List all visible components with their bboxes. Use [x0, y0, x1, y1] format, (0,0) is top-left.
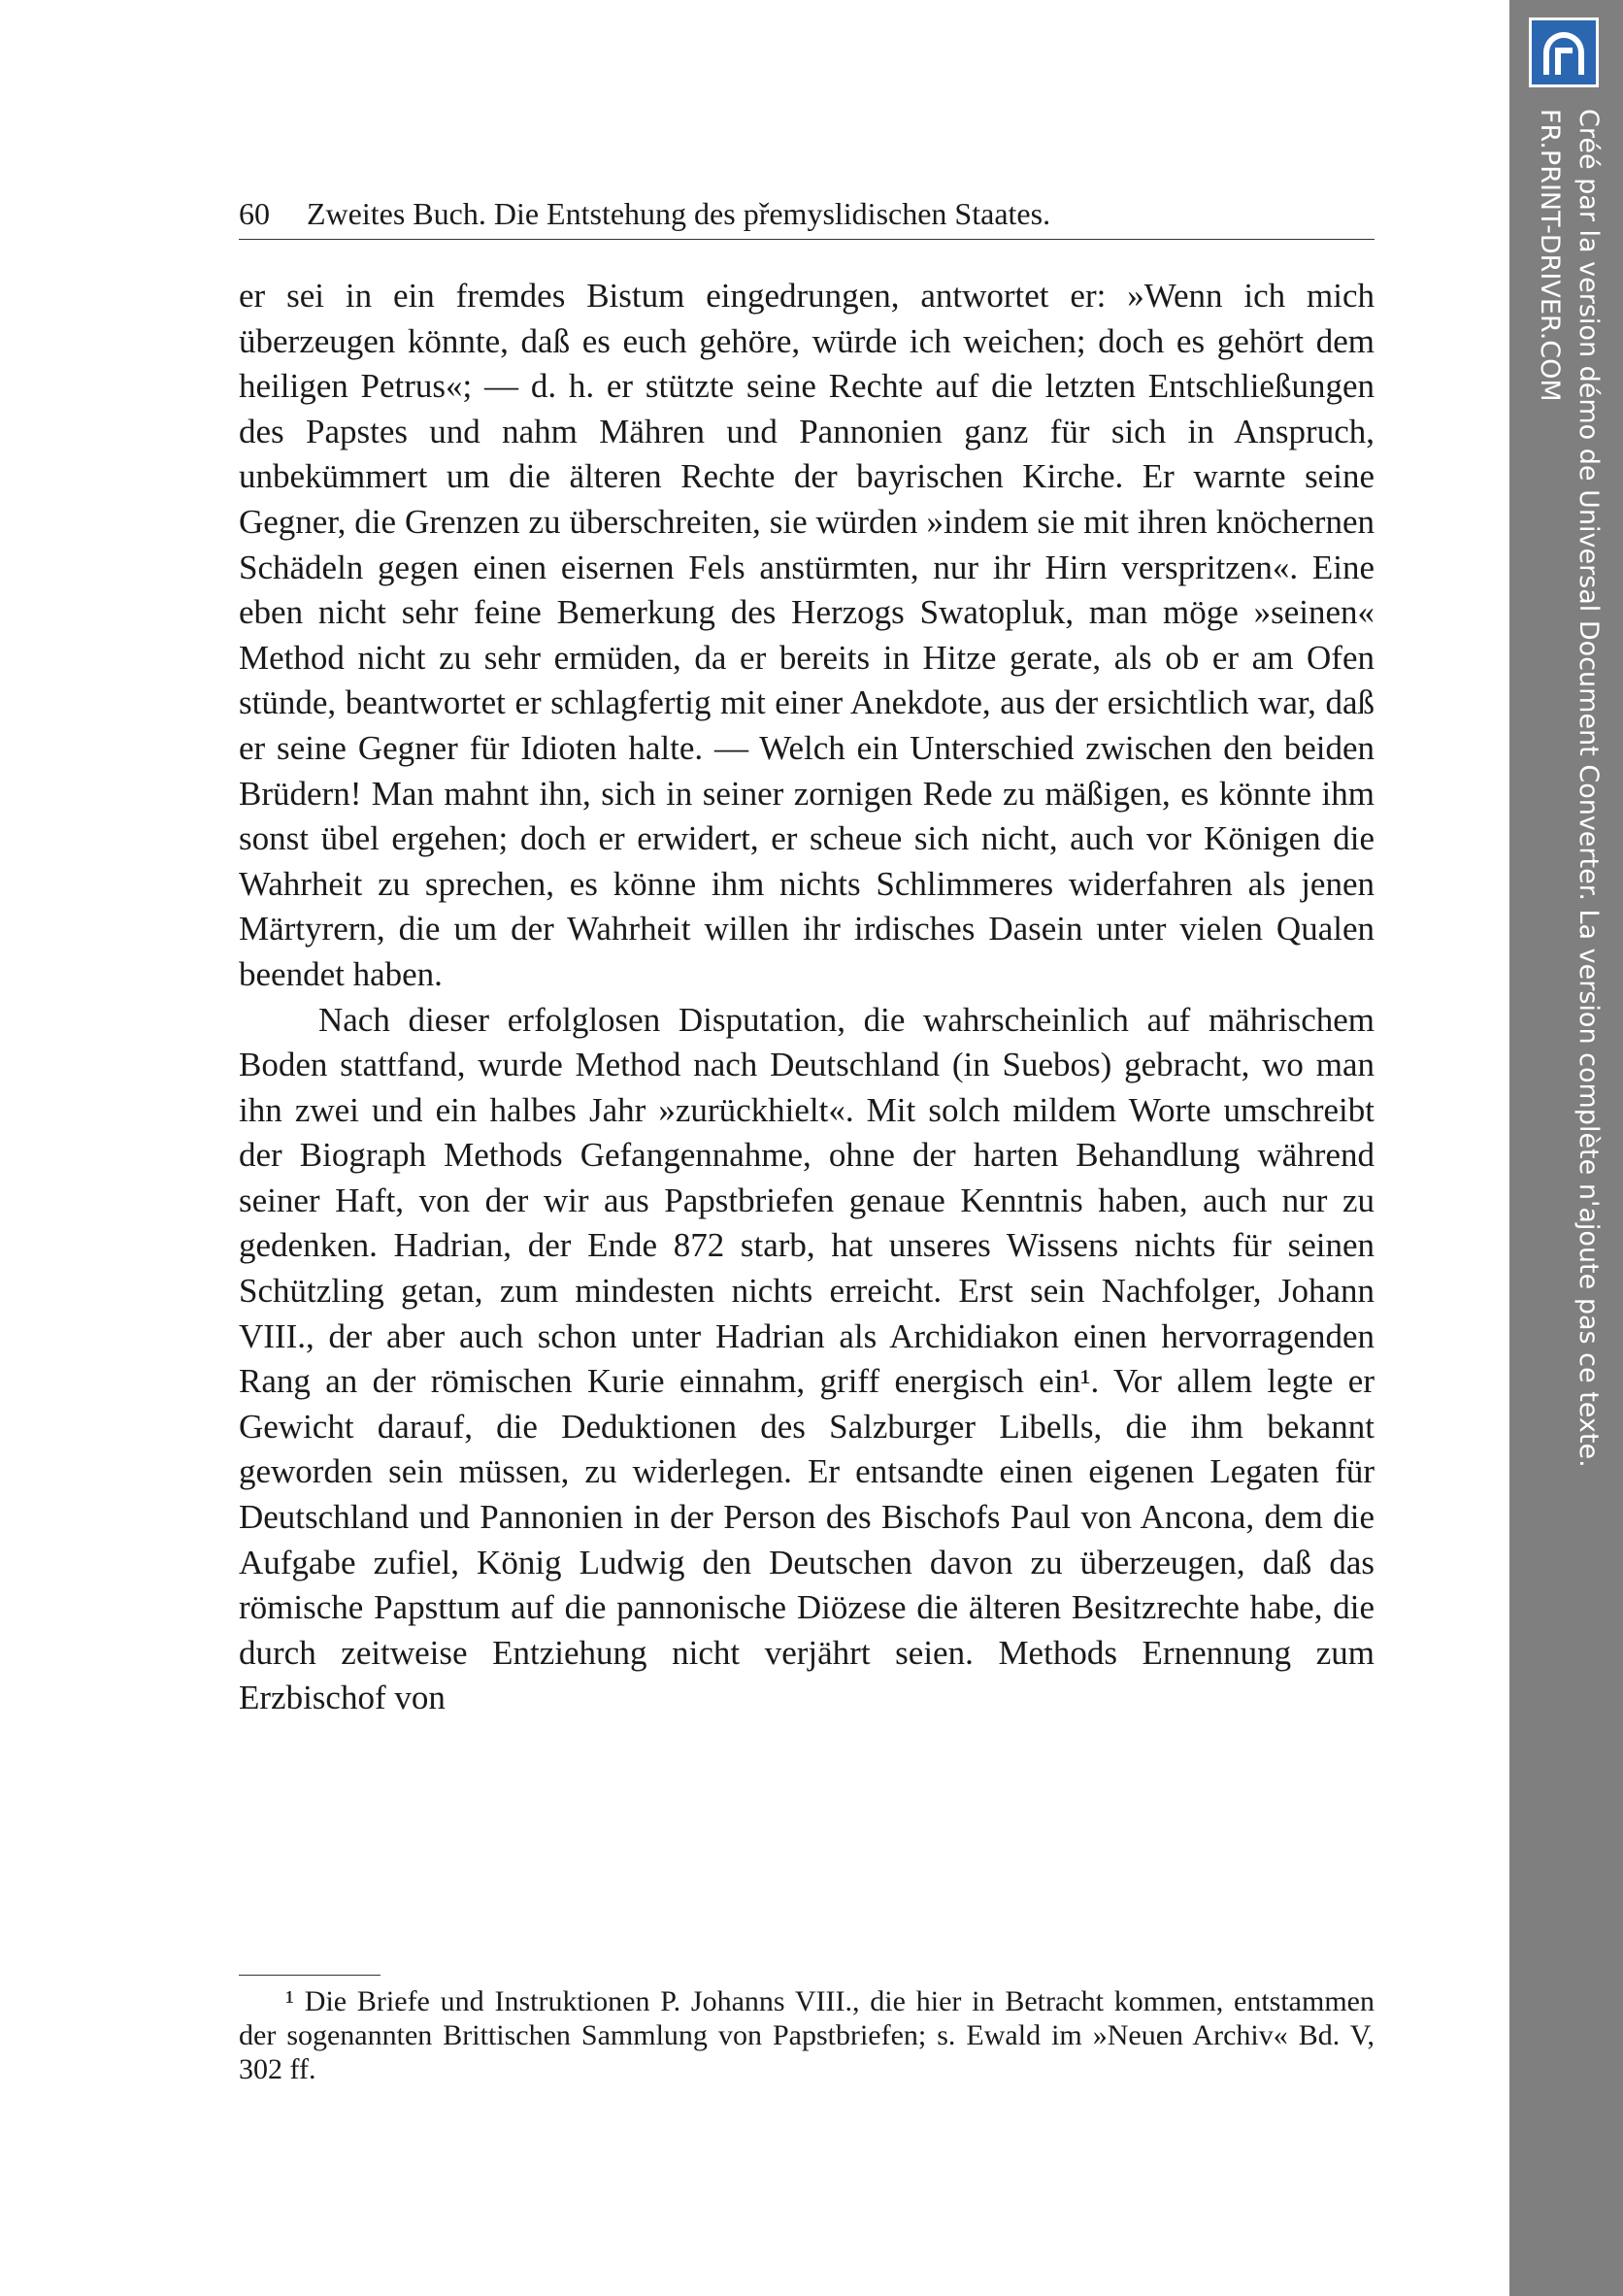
watermark-line-1: Créé par la version démo de Universal Document Converter. La version complète n'ajoute pas ce texte. — [1573, 109, 1604, 1468]
running-head — [239, 190, 1375, 237]
footnote-text: ¹ Die Briefe und Instruktionen P. Johanns VIII., die hier in Betracht kommen, entstammen der sogenannten Brittischen Sammlung von Papstbriefen; s. Ewald im »Neuen Archiv« Bd. V, 302 ff. — [239, 1985, 1375, 2085]
udc-logo-icon — [1529, 17, 1599, 87]
body-text — [239, 274, 1375, 1721]
watermark-sidebar — [1509, 0, 1623, 2296]
paragraph-2: Nach dieser erfolglosen Disputation, die wahrscheinlich auf mährischem Boden stattfand, wurde Method nach Deutschland (in Suebos) gebracht, wo man ihn zwei und ein halbes Jahr »zurückhielt«. Mit solch mildem Worte umschreibt der Biograph Methods Gefangennahme, ohne der harten Behandlung während seiner Haft, von der wir aus Papstbriefen genaue Kenntnis haben, auch nur zu gedenken. Hadrian, der Ende 872 starb, hat unseres Wissens nichts für seinen Schützling getan, zum mindesten nichts erreicht. Erst sein Nachfolger, Johann VIII., der aber auch schon unter Hadrian als Archidiakon einen hervorragenden Rang an der römischen Kurie einnahm, griff energisch ein¹. Vor allem legte er Gewicht darauf, die Deduktionen des Salzburger Libells, die ihm bekannt geworden sein müssen, zu widerlegen. Er entsandte einen eigenen Legaten für Deutschland und Pannonien in der Person des Bischofs Paul von Ancona, dem die Aufgabe zufiel, König Ludwig den Deutschen davon zu überzeugen, daß das römische Papsttum auf die pannonische Diözese die älteren Besitzrechte habe, die durch zeitweise Entziehung nicht verjährt seien. Methods Ernennung zum Erzbischof von — [239, 1000, 1375, 1717]
footnote — [239, 1984, 1375, 2086]
watermark-line-2: FR.PRINT-DRIVER.COM — [1535, 109, 1565, 402]
paragraph-1: er sei in ein fremdes Bistum eingedrungen, antwortet er: »Wenn ich mich überzeugen könnte, daß es euch gehöre, würde ich weichen; doch es gehört dem heiligen Petrus«; — d. h. er stützte seine Rechte auf die letzten Entschließungen des Papstes und nahm Mähren und Pannonien ganz für sich in Anspruch, unbekümmert um die älteren Rechte der bayrischen Kirche. Er warnte seine Gegner, die Grenzen zu überschreiten, sie würden »indem sie mit ihren knöchernen Schädeln gegen einen eisernen Fels anstürmten, nur ihr Hirn verspritzen«. Eine eben nicht sehr feine Bemerkung des Herzogs Swatopluk, man möge »seinen« Method nicht zu sehr ermüden, da er bereits in Hitze gerate, als ob er am Ofen stünde, beantwortet er schlagfertig mit einer Anekdote, aus der ersichtlich war, daß er seine Gegner für Idioten halte. — Welch ein Unterschied zwischen den beiden Brüdern! Man mahnt ihn, sich in seiner zornigen Rede zu mäßigen, es könnte ihm sonst übel ergehen; doch er erwidert, er scheue sich nicht, auch vor Königen die Wahrheit zu sprechen, es könne ihm nichts Schlimmeres widerfahren als jenen Märtyrern, die um der Wahrheit willen ihr irdisches Dasein unter vielen Qualen beendet haben. — [239, 277, 1375, 993]
header-rule — [239, 239, 1375, 240]
footnote-rule — [239, 1975, 381, 1976]
page-number: 60 — [239, 196, 270, 231]
running-title: Zweites Buch. Die Entstehung des přemyslidischen Staates. — [307, 196, 1051, 231]
